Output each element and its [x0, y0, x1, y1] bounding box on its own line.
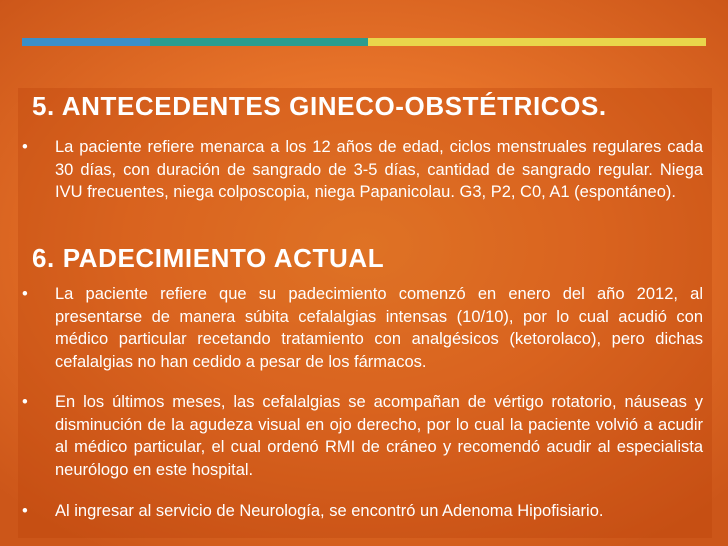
bullet-symbol: •	[22, 393, 28, 411]
top-bar-blue-segment	[22, 38, 150, 46]
bullet-text: La paciente refiere menarca a los 12 años de edad, ciclos menstruales regulares cada 30 días, con duración de sangrado de 3-5 días, cantidad de sangrado regular. Niega IVU frecuentes, niega colposcopia, niega Papanicolau. G3, P2, C0, A1 (espontáneo).	[55, 138, 703, 201]
bullet-item	[22, 391, 703, 481]
decorative-top-bar	[22, 38, 706, 46]
section-heading-antecedentes: 5. ANTECEDENTES GINECO-OBSTÉTRICOS.	[32, 91, 607, 121]
top-bar-yellow-segment	[368, 38, 706, 46]
bullet-item	[22, 500, 703, 523]
bullet-item	[22, 283, 703, 373]
bullet-symbol: •	[22, 285, 28, 303]
bullet-symbol: •	[22, 138, 28, 156]
section-heading-padecimiento: 6. PADECIMIENTO ACTUAL	[32, 243, 385, 273]
bullet-item	[22, 136, 703, 204]
top-bar-teal-segment	[150, 38, 368, 46]
bullet-text: En los últimos meses, las cefalalgias se acompañan de vértigo rotatorio, náuseas y disminución de la agudeza visual en ojo derecho, por lo cual la paciente volvió a acudir al médico particular, el cual ordenó RMI de cráneo y recomendó acudir al especialista neurólogo en este hospital.	[55, 393, 703, 479]
bullet-text: La paciente refiere que su padecimiento comenzó en enero del año 2012, al presentarse de manera súbita cefalalgias intensas (10/10), por lo cual acudió con médico particular recetando tratamiento con analgésicos (ketorolaco), pero dichas cefalalgias no han cedido a pesar de los fármacos.	[55, 285, 703, 371]
bullet-text: Al ingresar al servicio de Neurología, se encontró un Adenoma Hipofisiario.	[55, 502, 604, 520]
bullet-symbol: •	[22, 502, 28, 520]
